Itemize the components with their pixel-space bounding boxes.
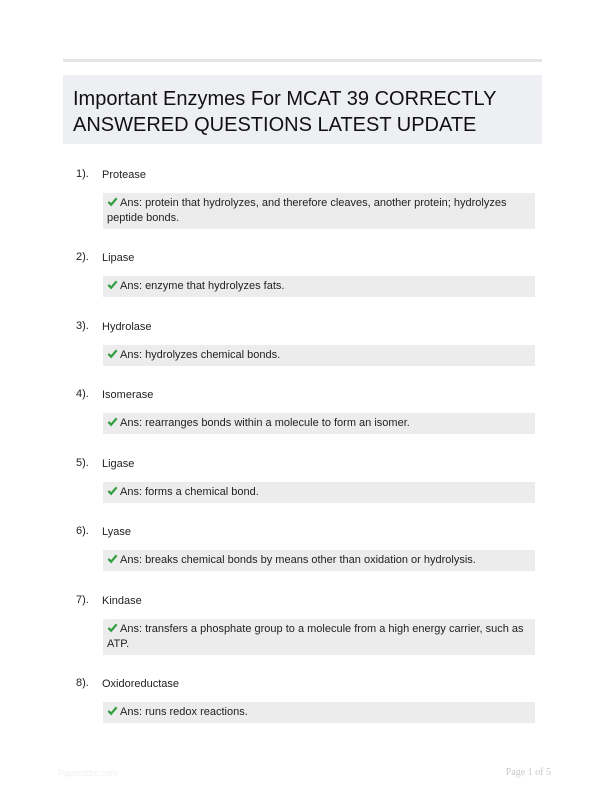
answer-box xyxy=(103,702,535,723)
question-row xyxy=(63,456,542,474)
question-number: 2). xyxy=(76,251,89,263)
question-text: Kindase xyxy=(102,595,142,607)
answer-text: Ans: runs redox reactions. xyxy=(120,706,248,718)
question-row xyxy=(63,250,542,268)
question-row xyxy=(63,319,542,337)
qa-item xyxy=(63,456,542,503)
answer-box xyxy=(103,345,535,366)
answer-box xyxy=(103,276,535,297)
qa-item xyxy=(63,676,542,723)
answer-box xyxy=(103,413,535,434)
question-text: Lipase xyxy=(102,252,135,264)
answer-text: Ans: hydrolyzes chemical bonds. xyxy=(120,349,281,361)
check-icon xyxy=(107,196,118,207)
question-text: Hydrolase xyxy=(102,321,152,333)
page-number: Page 1 of 5 xyxy=(505,767,551,778)
qa-item xyxy=(63,593,542,655)
qa-item xyxy=(63,524,542,571)
question-number: 4). xyxy=(76,388,89,400)
answer-text: Ans: protein that hydrolyzes, and therefore cleaves, another protein; hydrolyzes peptide bonds. xyxy=(107,197,507,224)
check-icon xyxy=(107,553,118,564)
question-text: Ligase xyxy=(102,458,135,470)
question-row xyxy=(63,676,542,694)
top-divider xyxy=(63,59,542,62)
title-banner xyxy=(63,75,542,144)
footer-watermark: Papertitbc.com xyxy=(58,768,119,778)
answer-text: Ans: enzyme that hydrolyzes fats. xyxy=(120,280,285,292)
question-row xyxy=(63,167,542,185)
answer-text: Ans: breaks chemical bonds by means other than oxidation or hydrolysis. xyxy=(120,554,476,566)
answer-box xyxy=(103,550,535,571)
answer-box xyxy=(103,482,535,503)
question-number: 8). xyxy=(76,677,89,689)
answer-box xyxy=(103,619,535,655)
question-row xyxy=(63,593,542,611)
question-row xyxy=(63,524,542,542)
document-title: Important Enzymes For MCAT 39 CORRECTLY ANSWERED QUESTIONS LATEST UPDATE xyxy=(73,88,497,136)
question-number: 5). xyxy=(76,457,89,469)
check-icon xyxy=(107,416,118,427)
question-number: 6). xyxy=(76,525,89,537)
check-icon xyxy=(107,705,118,716)
question-text: Oxidoreductase xyxy=(102,678,180,690)
qa-item xyxy=(63,250,542,297)
check-icon xyxy=(107,279,118,290)
qa-item xyxy=(63,387,542,434)
answer-box xyxy=(103,193,535,229)
check-icon xyxy=(107,622,118,633)
question-number: 7). xyxy=(76,594,89,606)
answer-text: Ans: rearranges bonds within a molecule to form an isomer. xyxy=(120,417,410,429)
qa-item xyxy=(63,167,542,229)
question-number: 3). xyxy=(76,320,89,332)
question-row xyxy=(63,387,542,405)
answer-text: Ans: transfers a phosphate group to a molecule from a high energy carrier, such as ATP. xyxy=(107,623,524,650)
question-number: 1). xyxy=(76,168,89,180)
check-icon xyxy=(107,485,118,496)
answer-text: Ans: forms a chemical bond. xyxy=(120,486,259,498)
check-icon xyxy=(107,348,118,359)
qa-item xyxy=(63,319,542,366)
question-text: Protease xyxy=(102,169,147,181)
question-text: Isomerase xyxy=(102,389,154,401)
question-text: Lyase xyxy=(102,526,131,538)
